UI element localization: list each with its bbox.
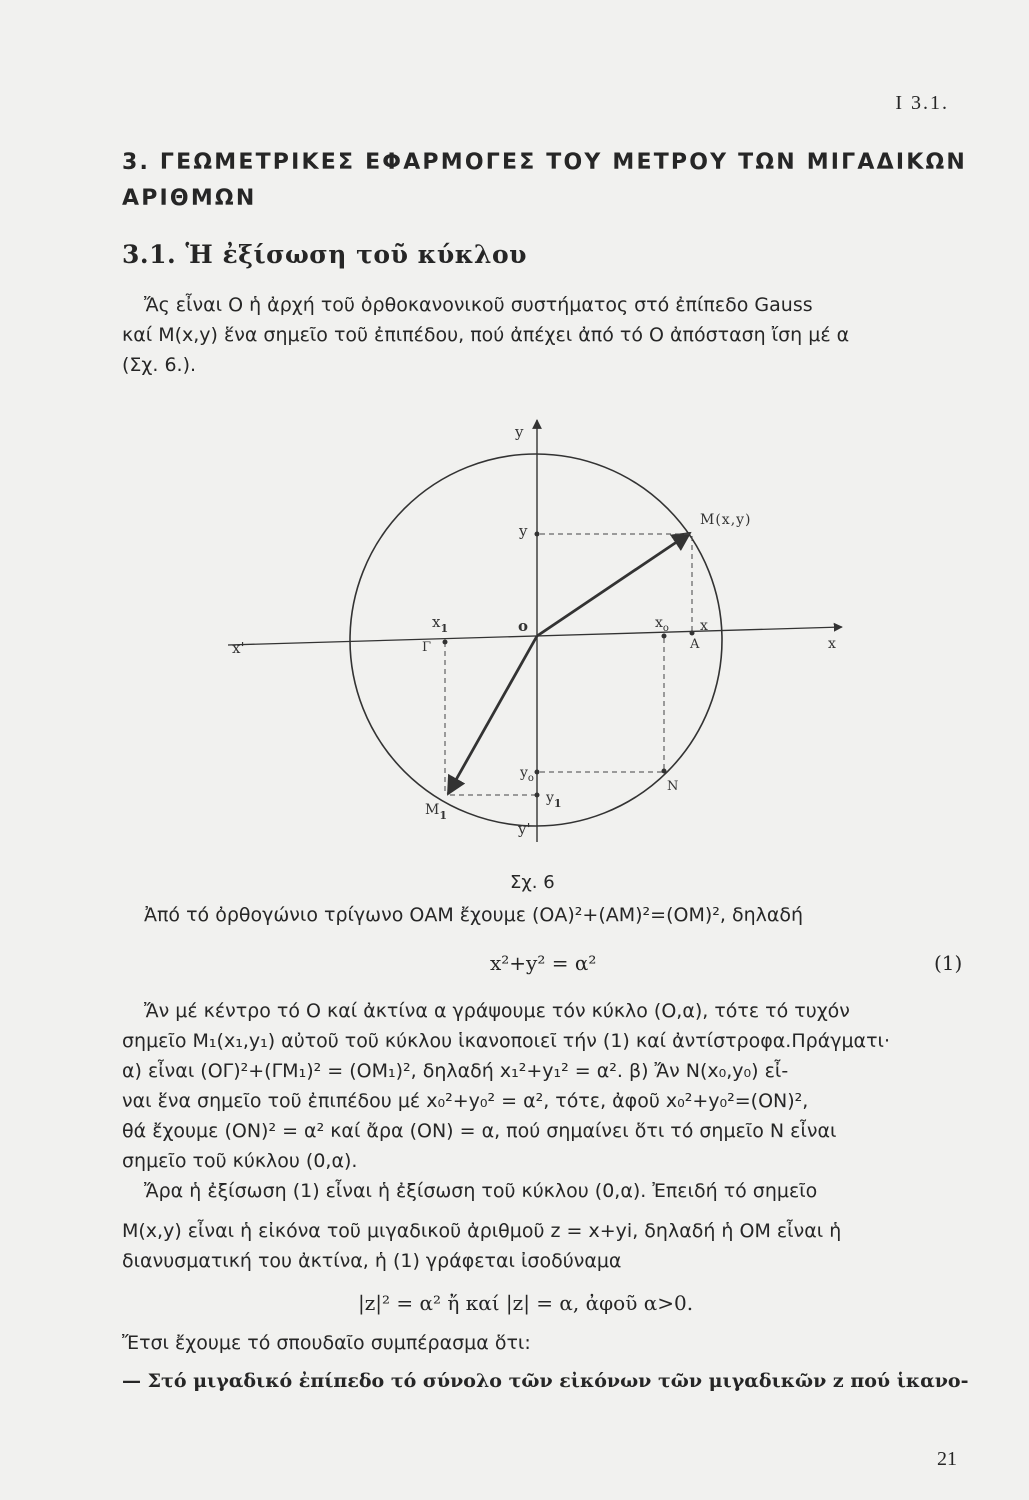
chapter-title-line-2: ΑΡΙΘΜΩΝ xyxy=(122,186,257,211)
body-line-6: θά ἔχουμε (ΟΝ)² = α² καί ἄρα (ΟΝ) = α, πού σημαίνει ὅτι τό σημεῖο Ν εἶναι xyxy=(122,1120,837,1142)
body-line-1: Ἀπό τό ὀρθογώνιο τρίγωνο ΟΑΜ ἔχουμε (ΟΑ)²+(ΑΜ)²=(ΟΜ)², δηλαδή xyxy=(144,904,804,926)
intro-line-3: (Σχ. 6.). xyxy=(122,354,197,376)
body-line-9: M(x,y) εἶναι ἡ εἰκόνα τοῦ μιγαδικοῦ ἀριθμοῦ z = x+yi, δηλαδή ἡ ΟΜ εἶναι ἡ xyxy=(122,1220,842,1242)
label-point-a: A xyxy=(690,637,700,652)
label-y-axis: y xyxy=(515,423,524,441)
body-line-8: Ἄρα ἡ ἐξίσωση (1) εἶναι ἡ ἐξίσωση τοῦ κύκλου (0,α). Ἐπειδή τό σημεῖο xyxy=(144,1180,818,1202)
label-point-y: y xyxy=(519,522,528,540)
body-line-11: Ἔτσι ἔχουμε τό σπουδαῖο συμπέρασμα ὅτι: xyxy=(122,1332,531,1354)
label-point-n: N xyxy=(667,779,679,794)
intro-line-1: Ἄς εἶναι Ο ἡ ἀρχή τοῦ ὀρθοκανονικοῦ συστήματος στό ἐπίπεδο Gauss xyxy=(144,294,813,316)
section-title: 3.1. Ἡ ἐξίσωση τοῦ κύκλου xyxy=(122,240,528,269)
projection-lines xyxy=(445,534,692,795)
label-gamma: Γ xyxy=(422,640,432,655)
body-line-2: Ἄν μέ κέντρο τό Ο καί ἀκτίνα α γράψουμε τόν κύκλο (Ο,α), τότε τό τυχόν xyxy=(144,1000,850,1022)
label-y-neg: y' xyxy=(518,820,531,838)
label-x1: $x_1$ xyxy=(432,613,449,635)
label-x-neg: x' xyxy=(232,639,245,657)
label-point-x: x xyxy=(700,618,708,634)
chapter-title-line-1: 3. ΓΕΩΜΕΤΡΙΚΕΣ ΕΦΑΡΜΟΓΕΣ ΤΟΥ ΜΕΤΡΟΥ ΤΩΝ ΜΙΓΑΔΙΚΩΝ xyxy=(122,150,968,175)
equation-1-number: (1) xyxy=(934,951,963,975)
equation-1: x²+y² = α² xyxy=(490,951,597,975)
page-number: 21 xyxy=(937,1448,957,1470)
body-line-5: ναι ἕνα σημεῖο τοῦ ἐπιπέδου μέ x₀²+y₀² = α², τότε, ἀφοῦ x₀²+y₀²=(ΟΝ)², xyxy=(122,1090,809,1112)
tick-dots xyxy=(443,532,695,798)
label-origin: o xyxy=(518,617,529,635)
label-point-m: M(x,y) xyxy=(700,512,752,528)
body-line-4: α) εἶναι (ΟΓ)²+(ΓΜ₁)² = (ΟΜ₁)², δηλαδή x₁²+y₁² = α². β) Ἄν N(x₀,y₀) εἶ- xyxy=(122,1060,789,1082)
vector-om xyxy=(537,533,690,636)
label-y1: $y_1$ xyxy=(546,790,562,810)
figure-caption: Σχ. 6 xyxy=(510,872,555,893)
body-line-12: — Στό μιγαδικό ἐπίπεδο τό σύνολο τῶν εἰκόνων τῶν μιγαδικῶν z πού ἱκανο- xyxy=(122,1370,969,1392)
label-point-m1: $M_1$ xyxy=(425,802,447,822)
label-x-axis: x xyxy=(828,636,836,652)
body-line-3: σημεῖο M₁(x₁,y₁) αὐτοῦ τοῦ κύκλου ἱκανοποιεῖ τήν (1) καί ἀντίστροφα.Πράγματι· xyxy=(122,1030,890,1052)
page-reference: Ι 3.1. xyxy=(895,92,949,114)
label-x0: $x_o$ xyxy=(655,615,669,634)
intro-line-2: καί M(x,y) ἕνα σημεῖο τοῦ ἐπιπέδου, πού ἀπέχει ἀπό τό Ο ἀπόσταση ἴση μέ α xyxy=(122,324,850,346)
body-line-10: διανυσματική του ἀκτίνα, ἡ (1) γράφεται ἰσοδύναμα xyxy=(122,1250,622,1272)
label-y0: $y_o$ xyxy=(520,765,534,784)
equation-2: |z|² = α² ἤ καί |z| = α, ἀφοῦ α>0. xyxy=(358,1291,694,1315)
body-line-7: σημεῖο τοῦ κύκλου (0,α). xyxy=(122,1150,358,1172)
